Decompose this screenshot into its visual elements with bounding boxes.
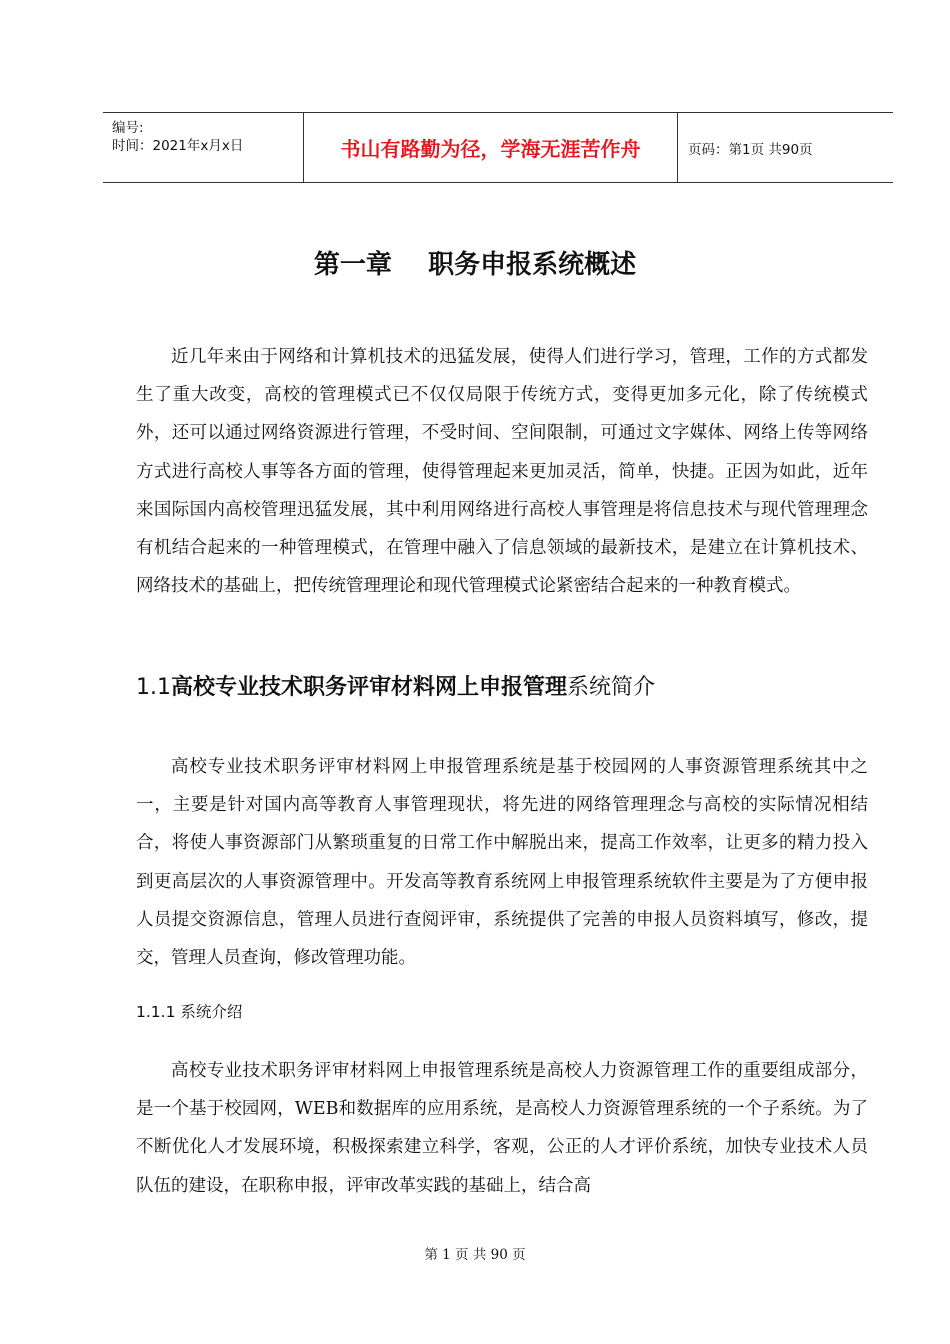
section-heading [136, 670, 655, 701]
motto-text: 书山有路勤为径，学海无涯苦作舟 [340, 137, 641, 161]
section-number: 1.1 [136, 675, 171, 700]
header-meta-cell [103, 113, 304, 182]
subsection-paragraph: 高校专业技术职务评审材料网上申报管理系统是高校人力资源管理工作的重要组成部分，是一个基于校园网，WEB和数据库的应用系统，是高校人力资源管理系统的一个子系统。为了不断优化人才发展环境，积极探索建立科学，客观，公正的人才评价系统，加快专业技术人员队伍的建设，在职称申报，评审改革实践的基础上，结合高 [136, 1061, 868, 1196]
document-header [103, 112, 893, 183]
header-page-cell [678, 113, 893, 182]
page-code: 页码：第1页 共90页 [688, 141, 813, 158]
section-title-bold: 高校专业技术职务评审材料网上申报管理 [171, 675, 568, 700]
subsection-heading: 1.1.1 系统介绍 [136, 1003, 243, 1021]
time-label: 时间：2021年x月x日 [112, 138, 244, 154]
section-title-normal: 系统简介 [567, 675, 656, 700]
header-motto-cell [304, 113, 678, 182]
number-label: 编号: [112, 120, 144, 136]
chapter-title: 第一章 职务申报系统概述 [313, 250, 637, 280]
section-paragraph: 高校专业技术职务评审材料网上申报管理系统是基于校园网的人事资源管理系统其中之一，主要是针对国内高等教育人事管理现状，将先进的网络管理理念与高校的实际情况相结合，将使人事资源部门从繁琐重复的日常工作中解脱出来，提高工作效率，让更多的精力投入到更高层次的人事资源管理中。开发高等教育系统网上申报管理系统软件主要是为了方便申报人员提交资源信息，管理人员进行查阅评审，系统提供了完善的申报人员资料填写，修改，提交，管理人员查询，修改管理功能。 [136, 757, 868, 969]
page-footer: 第 1 页 共 90 页 [424, 1247, 526, 1263]
intro-paragraph: 近几年来由于网络和计算机技术的迅猛发展，使得人们进行学习，管理，工作的方式都发生了重大改变，高校的管理模式已不仅仅局限于传统方式，变得更加多元化，除了传统模式外，还可以通过网络资源进行管理，不受时间、空间限制，可通过文字媒体、网络上传等网络方式进行高校人事等各方面的管理，使得管理起来更加灵活，简单，快捷。正因为如此，近年来国际国内高校管理迅猛发展，其中利用网络进行高校人事管理是将信息技术与现代管理理念有机结合起来的一种管理模式，在管理中融入了信息领域的最新技术，是建立在计算机技术、网络技术的基础上，把传统管理理论和现代管理模式论紧密结合起来的一种教育模式。 [136, 347, 868, 597]
